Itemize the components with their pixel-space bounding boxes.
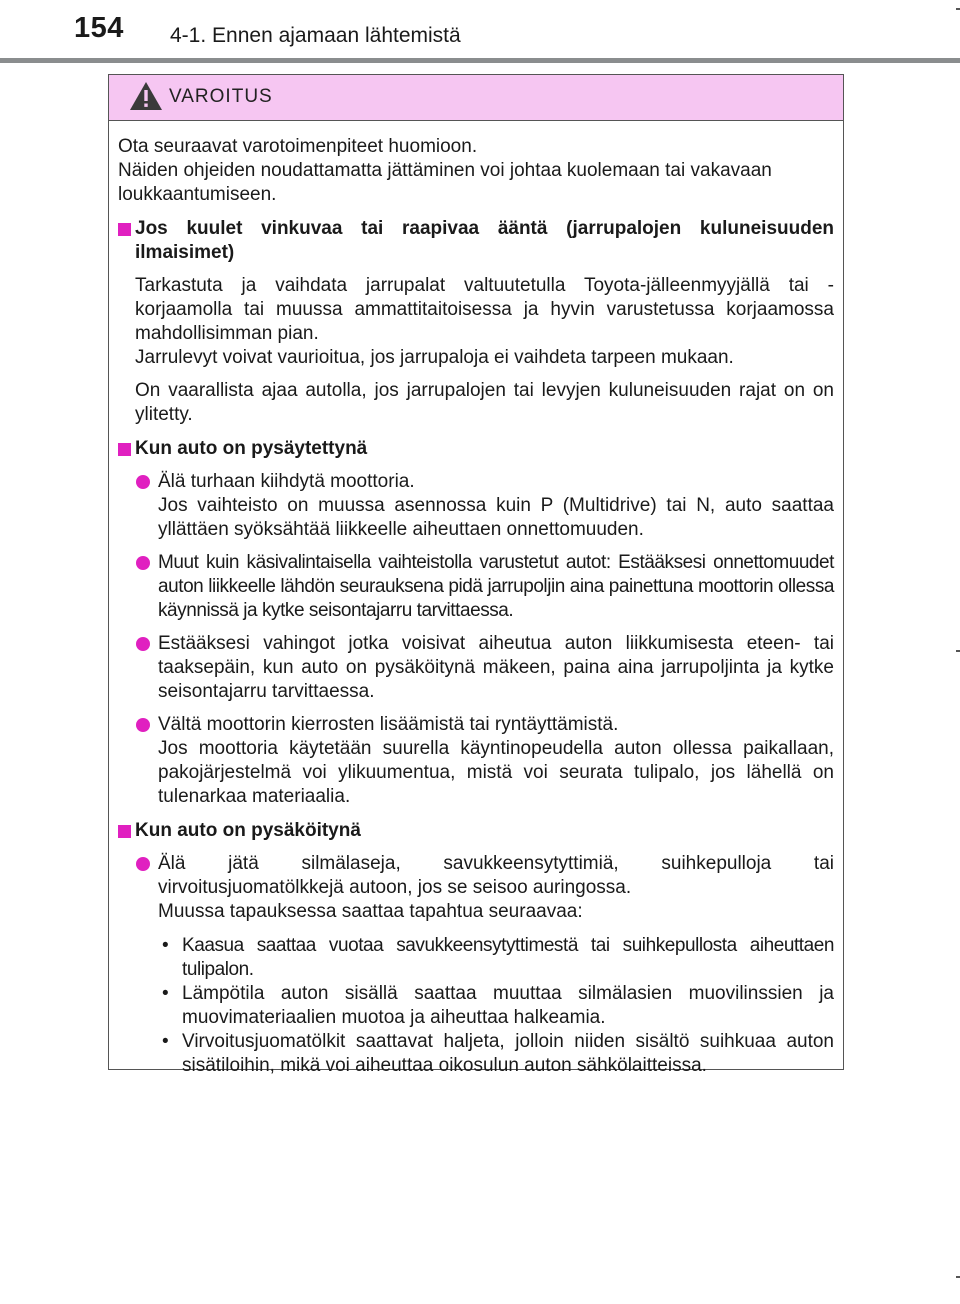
intro-text: Näiden ohjeiden noudattamatta jättäminen voi johtaa kuolemaan tai vakavaan loukkaantumiseen. xyxy=(118,160,772,205)
edge-tick xyxy=(956,8,960,10)
section-body xyxy=(118,274,834,427)
paragraph: Tarkastuta ja vaihdata jarrupalat valtuutetulla Toyota-jälleenmyyjällä tai -korjaamolla tai muussa ammattitaitoisessa ja hyvin varustetussa korjaamossa mahdollisimman pian. xyxy=(135,275,834,344)
section-parked xyxy=(118,819,834,1078)
section-stopped xyxy=(118,437,834,809)
list-item xyxy=(118,470,834,542)
square-bullet-icon xyxy=(118,443,131,456)
bullet-text: Älä turhaan kiihdytä moottoria. xyxy=(158,471,415,492)
paragraph: On vaarallista ajaa autolla, jos jarrupalojen tai levyjen kuluneisuuden rajat on on ylitetty. xyxy=(135,380,834,425)
page-number: 154 xyxy=(74,12,124,44)
intro xyxy=(118,135,834,207)
section-heading xyxy=(118,437,834,461)
section-heading xyxy=(118,217,834,265)
bullet-text: Vältä moottorin kierrosten lisäämistä tai ryntäyttämistä. xyxy=(158,714,619,735)
warning-box xyxy=(108,74,844,1076)
sub-list-text: Lämpötila auton sisällä saattaa muuttaa silmälasien muovilinssien ja muovimateriaalien muotoa ja aiheuttaa halkeamia. xyxy=(182,983,834,1028)
list-item xyxy=(118,713,834,809)
dot-bullet-icon: • xyxy=(162,983,169,1004)
square-bullet-icon xyxy=(118,825,131,838)
sub-list-item xyxy=(158,934,834,982)
section-brake-pads xyxy=(118,217,834,427)
bullet-text: Estääksesi vahingot jotka voisivat aiheutua auton liikkumisesta eteen- tai taaksepäin, kun auto on pysäköitynä mäkeen, paina aina jarrupoljinta ja kytke seisontajarru tarvittaessa. xyxy=(158,633,834,702)
section-heading-text: Kun auto on pysäytettynä xyxy=(135,438,368,459)
warning-content xyxy=(109,121,843,1078)
bullet-text: Muussa tapauksessa saattaa tapahtua seuraavaa: xyxy=(158,901,583,922)
sub-list xyxy=(118,934,834,1078)
paragraph: Jarrulevyt voivat vaurioitua, jos jarrupaloja ei vaihdeta tarpeen mukaan. xyxy=(135,347,734,368)
sub-list-text: Kaasua saattaa vuotaa savukkeensytyttimestä tai suihkepullosta aiheuttaen tulipalon. xyxy=(182,935,834,980)
edge-tick xyxy=(956,650,960,652)
round-bullet-icon xyxy=(136,637,150,651)
list-item xyxy=(118,852,834,924)
list-item xyxy=(118,632,834,704)
edge-tick xyxy=(956,1276,960,1278)
sub-list-item xyxy=(158,1030,834,1078)
section-heading xyxy=(118,819,834,843)
sub-list-item xyxy=(158,982,834,1030)
header-rule xyxy=(0,58,960,63)
list-item xyxy=(118,551,834,623)
dot-bullet-icon: • xyxy=(162,935,169,956)
section-title: 4-1. Ennen ajamaan lähtemistä xyxy=(170,24,461,47)
section-heading-text: Jos kuulet vinkuvaa tai raapivaa ääntä (jarrupalojen kuluneisuuden ilmaisimet) xyxy=(135,218,834,263)
warning-label: VAROITUS xyxy=(169,86,273,107)
intro-text: Ota seuraavat varotoimenpiteet huomioon. xyxy=(118,136,478,157)
warning-header xyxy=(109,75,843,121)
section-heading-text: Kun auto on pysäköitynä xyxy=(135,820,361,841)
round-bullet-icon xyxy=(136,475,150,489)
bullet-text: Jos vaihteisto on muussa asennossa kuin P (Multidrive) tai N, auto saattaa yllättäen syöksähtää liikkeelle aiheuttaen onnettomuuden. xyxy=(158,495,834,540)
bullet-text: Jos moottoria käytetään suurella käyntinopeudella auton ollessa paikallaan, pakojärjestelmä voi ylikuumentua, mistä voi seurata tulipalo, jos lähellä on tulenarkaa materiaalia. xyxy=(158,738,834,807)
square-bullet-icon xyxy=(118,223,131,236)
bullet-text: Muut kuin käsivalintaisella vaihteistolla varustetut autot: Estääksesi onnettomuudet auton liikkeelle lähdön seurauksena pidä jarrupoljin aina painettuna moottorin ollessa käynnissä ja kytke seisontajarru tarvittaessa. xyxy=(158,552,834,621)
round-bullet-icon xyxy=(136,857,150,871)
bullet-text: Älä jätä silmälaseja, savukkeensytyttimiä, suihkepulloja tai virvoitusjuomatölkkejä autoon, jos se seisoo auringossa. xyxy=(158,853,834,898)
round-bullet-icon xyxy=(136,556,150,570)
round-bullet-icon xyxy=(136,718,150,732)
warning-triangle-icon xyxy=(129,81,163,111)
sub-list-text: Virvoitusjuomatölkit saattavat haljeta, jolloin niiden sisältö suihkuaa auton sisätiloihin, mikä voi aiheuttaa oikosulun auton sähkölaitteissa. xyxy=(182,1031,834,1076)
dot-bullet-icon: • xyxy=(162,1031,169,1052)
